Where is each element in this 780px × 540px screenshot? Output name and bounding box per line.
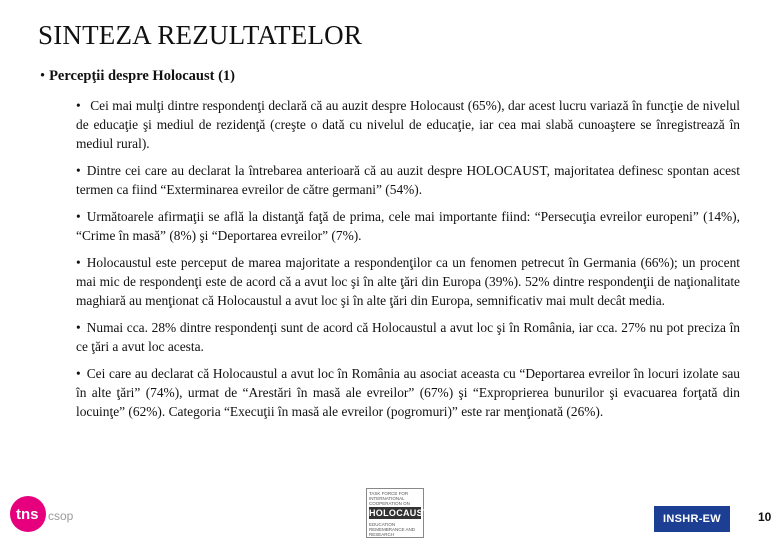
finding-paragraph [76,96,740,153]
paragraph-text: Dintre cei care au declarat la întrebarea anterioară că au auzit despre HOLOCAUST, majoritatea definesc spontan acest termen ca fiind “Exterminarea evreilor de către germani” (54%). [76,163,740,197]
bullet: • [76,163,81,178]
finding-paragraph [76,253,740,310]
tns-csop-logo [8,492,128,536]
taskforce-caption-top: TASK FORCE FOR INTERNATIONAL COOPERATION ON [369,491,410,506]
paragraph-text: Holocaustul este perceput de marea majoritate a respondenţilor ca un fenomen petrecut în Germania (66%); un procent mai mic de respondenţi este de acord că a avut loc şi în alte ţări din Europa (39%). 52% dintre respondenţii de naţionalitate maghiară au menţionat că Holocaustul a avut loc şi în alte ţări din Europa, semnificativ mai mult decât media. [76,255,740,308]
tns-text: tns [16,506,39,523]
page-title: SINTEZA REZULTATELOR [38,20,363,50]
bullet: • [76,209,81,224]
paragraph-text: Numai cca. 28% dintre respondenţi sunt de acord că Holocaustul a avut loc şi în România, iar cca. 27% nu pot preciza în ce ţări a avut loc acesta. [76,320,740,354]
csop-text: csop [48,509,74,523]
finding-paragraph [76,364,740,421]
page-number: 10 [758,510,772,524]
taskforce-caption-bottom: EDUCATION REMEMBRANCE AND RESEARCH [369,522,416,537]
bullet: • [76,366,81,381]
taskforce-word: HOLOCAUST [369,508,429,518]
finding-paragraph [76,161,740,199]
finding-paragraph [76,207,740,245]
section-subtitle [40,68,235,85]
bullet: • [76,255,81,270]
inshr-badge: INSHR-EW [654,506,730,532]
bullet: • [76,98,81,113]
holocaust-task-force-logo [366,488,429,538]
finding-paragraph [76,318,740,356]
paragraph-text: Cei mai mulţi dintre respondenţi declară că au auzit despre Holocaust (65%), dar acest lucru variază în funcţie de nivelul de educaţie şi mediul de rezidenţă (creşte o dată cu nivelul de educaţie, iar cea mai slabă cunoaştere se înregistrează în mediul rural). [76,98,740,151]
bullet: • [40,68,46,84]
paragraph-text: Următoarele afirmaţii se află la distanţă faţă de prima, cele mai importante fiind: “Persecuţia evreilor europeni” (14%), “Crime în masă” (8%) şi “Deportarea evreilor” (7%). [76,209,740,243]
paragraph-text: Cei care au declarat că Holocaustul a avut loc în România au asociat aceasta cu “Deportarea evreilor în locuri izolate sau în alte ţări” (74%), urmat de “Arestări în masă ale evreilor” (67%) şi “Exproprierea bunurilor şi evacuarea forţată din locuinţe” (62%). Categoria “Execuţii în masă ale evreilor (pogromuri)” este rar menţionată (26%). [76,366,740,419]
subtitle-text: Percepţii despre Holocaust (1) [49,68,235,84]
findings-list [76,96,740,429]
bullet: • [76,320,81,335]
